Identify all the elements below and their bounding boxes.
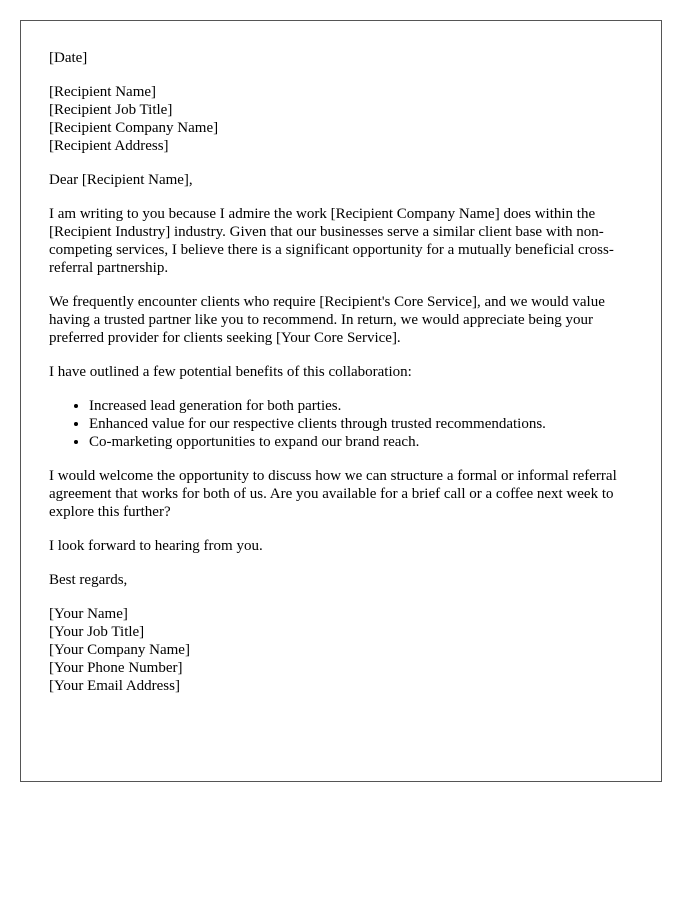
- benefit-item: • Enhanced value for our respective clients through trusted recommendations.: [89, 415, 639, 433]
- recipient-block: [49, 83, 639, 155]
- sender-phone: [Your Phone Number]: [49, 660, 183, 676]
- letter-date: [Date]: [49, 50, 88, 66]
- benefit-item: • Co-marketing opportunities to expand our brand reach.: [89, 433, 639, 451]
- sender-company: [Your Company Name]: [49, 642, 190, 658]
- sender-signature-block: [49, 605, 639, 695]
- letter-content: [49, 49, 639, 711]
- body-paragraph-intro: I am writing to you because I admire the work [Recipient Company Name] does within the [Recipient Industry] industry. Given that our businesses serve a similar client base with non-competing services, I believe there is a significant opportunity for a mutually beneficial cross-referral partnership.: [49, 206, 614, 276]
- sender-name: [Your Name]: [49, 606, 128, 622]
- body-paragraph-closing: I look forward to hearing from you.: [49, 538, 263, 554]
- sender-job-title: [Your Job Title]: [49, 624, 145, 640]
- sign-off: Best regards,: [49, 572, 128, 588]
- letter-page: [20, 20, 662, 782]
- body-paragraph-call-to-action: I would welcome the opportunity to discuss how we can structure a formal or informal referral agreement that works for both of us. Are you available for a brief call or a coffee next week to explore this further?: [49, 468, 617, 520]
- recipient-name: [Recipient Name]: [49, 84, 157, 100]
- salutation: Dear [Recipient Name],: [49, 172, 193, 188]
- body-paragraph-benefits-intro: I have outlined a few potential benefits of this collaboration:: [49, 364, 412, 380]
- body-paragraph-referrals: We frequently encounter clients who require [Recipient's Core Service], and we would value having a trusted partner like you to recommend. In return, we would appreciate being your preferred provider for clients seeking [Your Core Service].: [49, 294, 605, 346]
- recipient-address: [Recipient Address]: [49, 138, 169, 154]
- benefit-item: • Increased lead generation for both parties.: [89, 397, 639, 415]
- sender-email: [Your Email Address]: [49, 678, 180, 694]
- recipient-company: [Recipient Company Name]: [49, 120, 219, 136]
- recipient-job-title: [Recipient Job Title]: [49, 102, 173, 118]
- benefits-list: [49, 397, 639, 451]
